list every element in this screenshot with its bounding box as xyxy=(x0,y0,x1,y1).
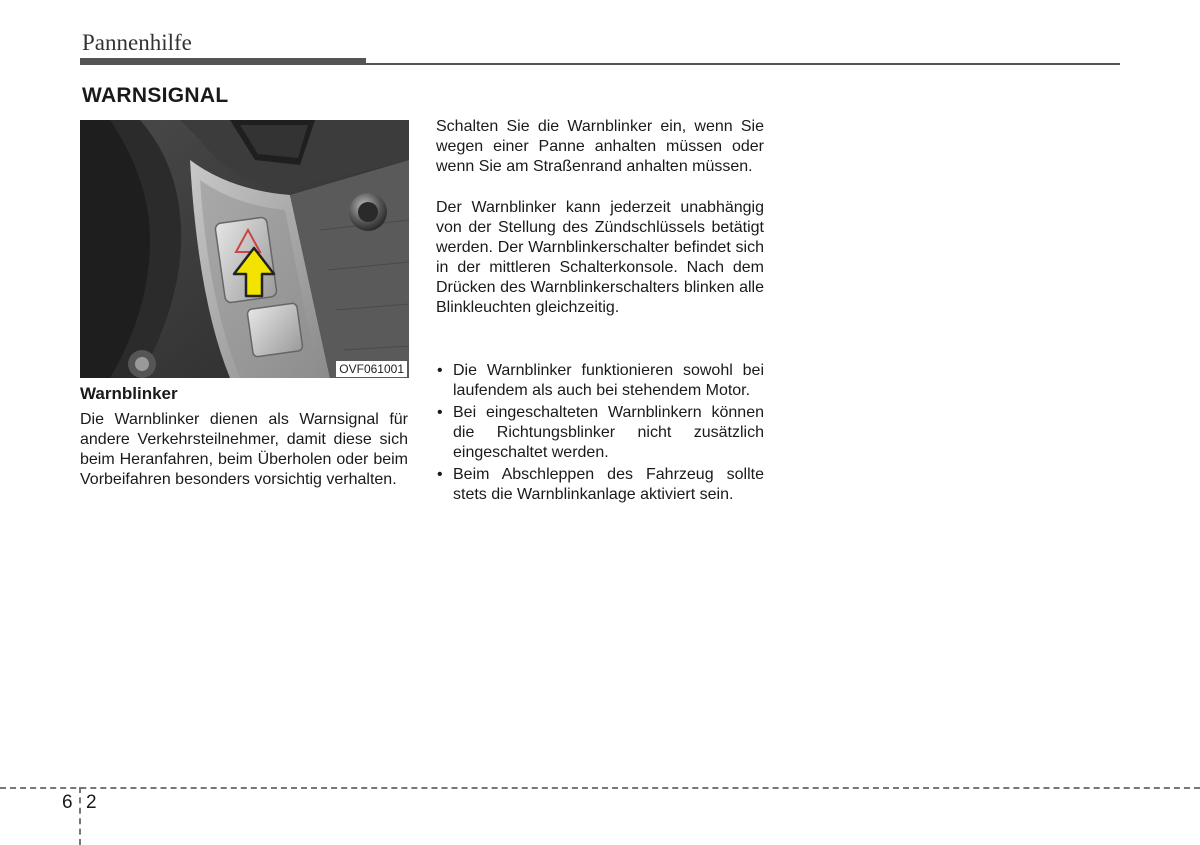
paragraph-operation: Der Warnblinker kann jederzeit unabhängig von der Stellung des Zündschlüssels betätigt werden. Der Warnblinkerschalter befindet sich in der mittleren Schalterkonsole. Nach dem Drücken des Warnblinkerschalters blinken alle Blinkleuchten gleichzeitig. xyxy=(436,199,764,316)
footer-dashed-divider xyxy=(79,787,81,845)
figure-code: OVF061001 xyxy=(336,361,407,377)
header-rule-thick xyxy=(80,58,366,65)
paragraph-switch-on: Schalten Sie die Warnblinker ein, wenn Sie wegen einer Panne anhalten müssen oder wenn Sie am Straßenrand anhalten müssen. xyxy=(436,118,764,175)
paragraph-warnblinker: Die Warnblinker dienen als Warnsignal für andere Verkehrsteilnehmer, damit diese sich beim Heranfahren, beim Überholen oder beim Vorbeifahren besonders vorsichtig verhalten. xyxy=(80,411,408,488)
list-item: • Beim Abschleppen des Fahrzeug sollte stets die Warnblinkanlage aktiviert sein. xyxy=(436,465,764,505)
subheading-warnblinker: Warnblinker xyxy=(80,384,178,403)
list-item: • Bei eingeschalteten Warnblinkern können die Richtungsblinker nicht zusätzlich eingeschaltet werden. xyxy=(436,403,764,463)
notes-list xyxy=(436,361,764,507)
running-header: Pannenhilfe xyxy=(82,30,192,55)
header-rule-thin xyxy=(366,63,1120,65)
hazard-switch-photo xyxy=(80,120,409,378)
section-title: WARNSIGNAL xyxy=(82,84,229,107)
chapter-number: 6 xyxy=(62,792,73,813)
list-item: • Die Warnblinker funktionieren sowohl bei laufendem als auch bei stehendem Motor. xyxy=(436,361,764,401)
page-number: 2 xyxy=(86,792,97,813)
footer-dashed-rule xyxy=(0,787,1200,789)
